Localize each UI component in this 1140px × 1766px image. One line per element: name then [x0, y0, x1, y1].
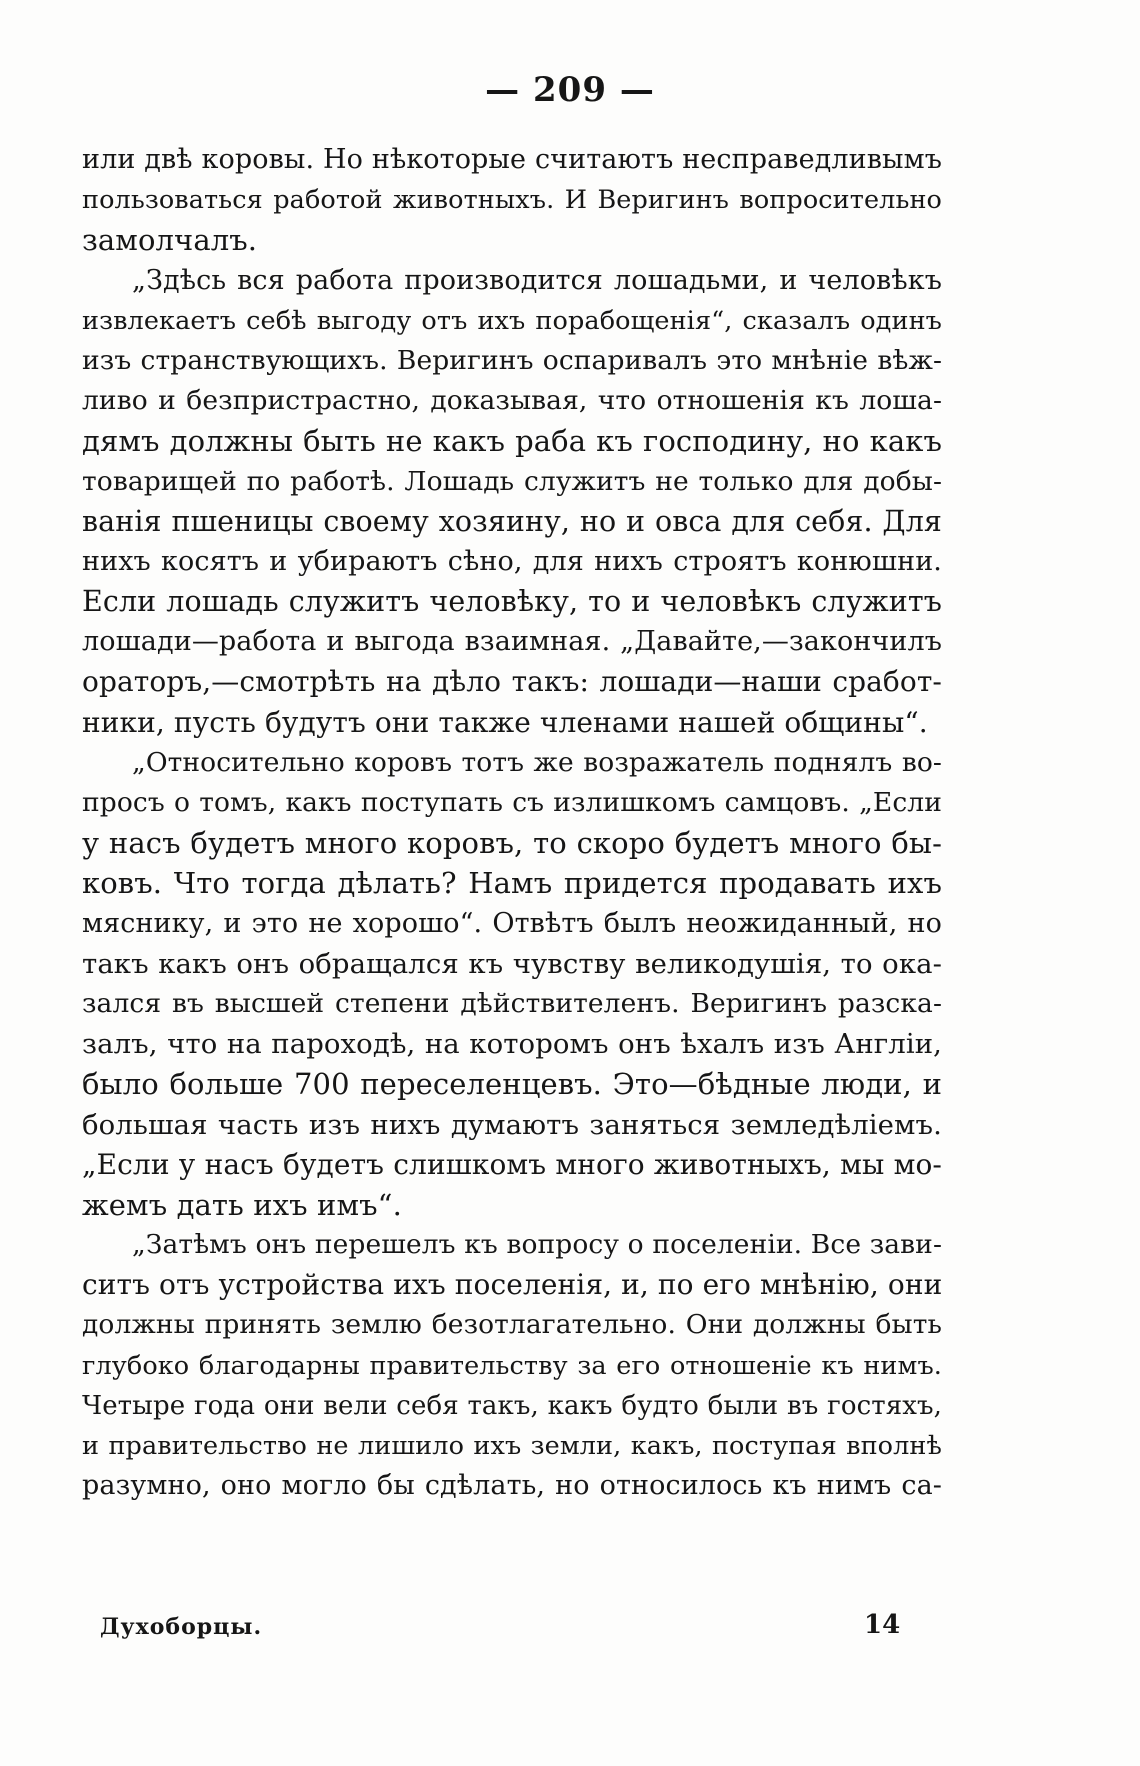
footer-sheet-number: 14: [864, 1610, 901, 1640]
text-line: товарищей по работѣ. Лошадь служитъ не только для добы-: [82, 465, 942, 497]
page-footer: [0, 1610, 1140, 1650]
text-line: ситъ отъ устройства ихъ поселенія, и, по его мнѣнію, они: [82, 1268, 943, 1302]
text-line: и правительство не лишило ихъ земли, какъ, поступая вполнѣ: [82, 1431, 942, 1461]
text-line: изъ странствующихъ. Веригинъ оспаривалъ это мнѣніе вѣж-: [82, 344, 942, 376]
text-line: ливо и безпристрастно, доказывая, что отношенія къ лоша-: [82, 385, 942, 417]
text-line: пользоваться работой животныхъ. И Веригинъ вопросительно: [82, 185, 942, 216]
text-line: должны принять землю безотлагательно. Они должны быть: [82, 1309, 942, 1341]
text-line: „Если у насъ будетъ слишкомъ много животныхъ, мы мо-: [82, 1147, 942, 1181]
text-line: зался въ высшей степени дѣйствителенъ. Веригинъ разска-: [82, 987, 942, 1019]
page-number: — 209 —: [485, 70, 655, 110]
text-line: мяснику, и это не хорошо“. Отвѣтъ былъ неожиданный, но: [82, 907, 942, 939]
text-line: Если лошадь служитъ человѣку, то и человѣкъ служитъ: [82, 585, 942, 619]
text-line: ники, пусть будутъ они также членами нашей общины“.: [82, 705, 928, 739]
footer-signature: Духоборцы.: [100, 1614, 263, 1640]
text-line: Четыре года они вели себя такъ, какъ будто были въ гостяхъ,: [82, 1390, 942, 1421]
text-line: просъ о томъ, какъ поступать съ излишкомъ самцовъ. „Если: [82, 787, 942, 818]
text-line: „Относительно коровъ тотъ же возражатель поднялъ во-: [132, 746, 942, 778]
text-line: извлекаетъ себѣ выгоду отъ ихъ порабощенія“, сказалъ одинъ: [82, 305, 942, 336]
text-line: нихъ косятъ и убираютъ сѣно, для нихъ строятъ конюшни.: [82, 545, 942, 577]
text-line: разумно, оно могло бы сдѣлать, но относилось къ нимъ са-: [82, 1470, 942, 1502]
body-text: [82, 140, 942, 1506]
text-line: замолчалъ.: [82, 223, 258, 258]
text-line: лошади—работа и выгода взаимная. „Давайте,—закончилъ: [82, 626, 942, 658]
text-line: было больше 700 переселенцевъ. Это—бѣдные люди, и: [82, 1067, 942, 1102]
text-line: такъ какъ онъ обращался къ чувству великодушія, то ока-: [82, 947, 942, 980]
text-line: ковъ. Что тогда дѣлать? Намъ придется продавать ихъ: [82, 866, 942, 901]
text-line: ванія пшеницы своему хозяину, но и овса для себя. Для: [82, 504, 942, 538]
text-line: дямъ должны быть не какъ раба къ господину, но какъ: [82, 424, 942, 459]
text-line: ораторъ,—смотрѣть на дѣло такъ: лошади—наши сработ-: [82, 665, 942, 699]
text-line: глубоко благодарны правительству за его отношеніе къ нимъ.: [82, 1350, 942, 1381]
text-line: „Затѣмъ онъ перешелъ къ вопросу о поселеніи. Все зави-: [132, 1229, 942, 1261]
text-line: жемъ дать ихъ имъ“.: [82, 1187, 402, 1222]
text-line: „Здѣсь вся работа производится лошадьми, и человѣкъ: [132, 264, 942, 296]
text-line: большая часть изъ нихъ думаютъ заняться земледѣліемъ.: [82, 1108, 942, 1141]
text-line: или двѣ коровы. Но нѣкоторые считаютъ несправедливымъ: [82, 144, 942, 175]
text-line: у насъ будетъ много коровъ, то скоро будетъ много бы-: [82, 826, 942, 861]
text-line: залъ, что на пароходѣ, на которомъ онъ ѣхалъ изъ Англіи,: [82, 1028, 942, 1061]
